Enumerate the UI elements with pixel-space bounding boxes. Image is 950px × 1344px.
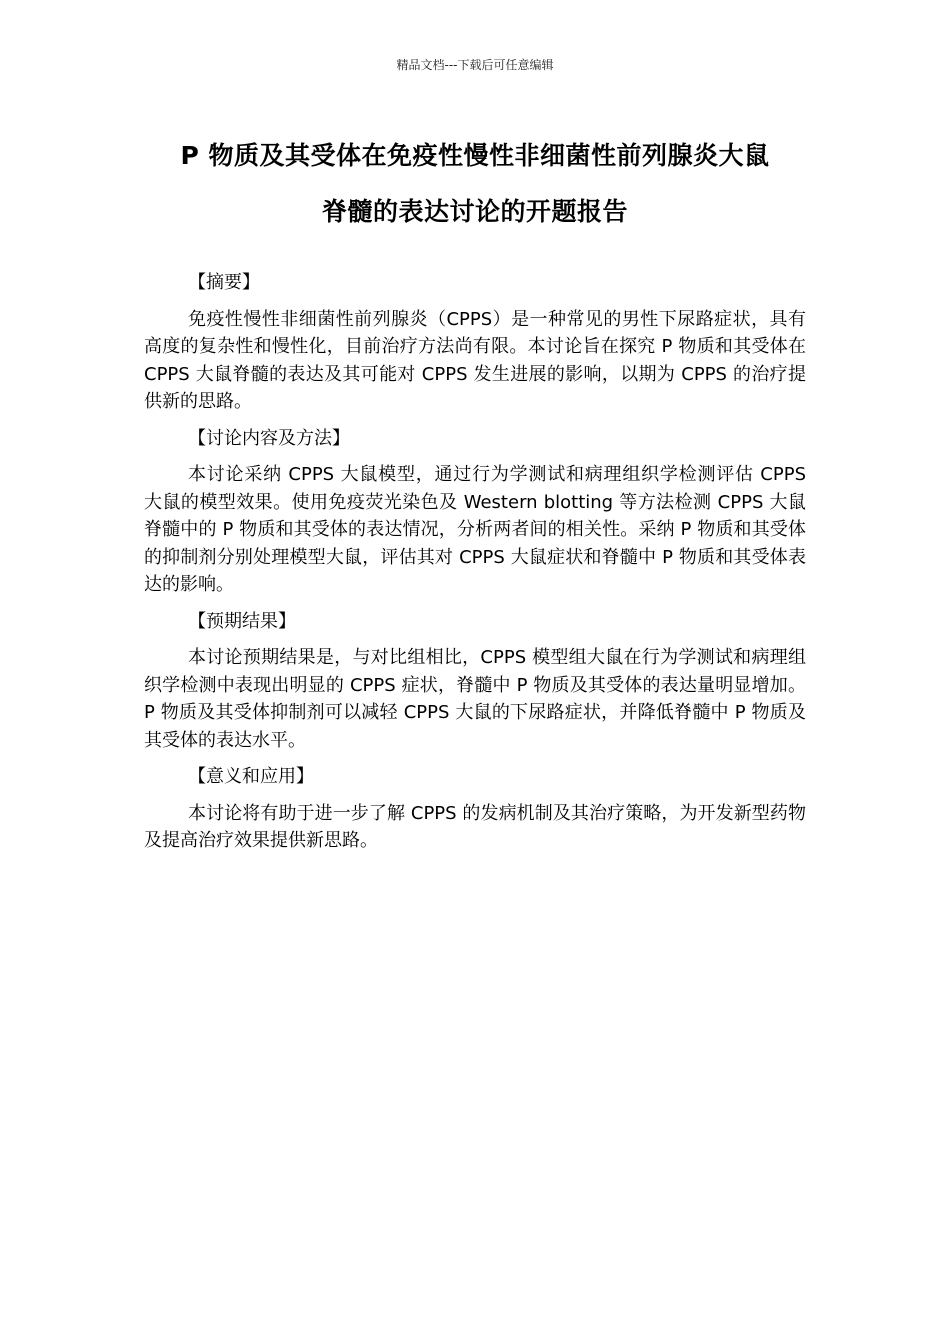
section-body-significance: 本讨论将有助于进一步了解 CPPS 的发病机制及其治疗策略，为开发新型药物及提高治疗效果提供新思路。 <box>144 802 806 851</box>
section-body-expected-results: 本讨论预期结果是，与对比组相比，CPPS 模型组大鼠在行为学测试和病理组织学检测中表现出明显的 CPPS 症状，脊髓中 P 物质及其受体的表达量明显增加。P 物质及其受体抑制剂可以减轻 CPPS 大鼠的下尿路症状，并降低脊髓中 P 物质及其受体的表达水平。 <box>144 647 806 751</box>
section-heading-methods: 【讨论内容及方法】 <box>188 427 350 449</box>
section-body-abstract: 免疫性慢性非细菌性前列腺炎（CPPS）是一种常见的男性下尿路症状，具有高度的复杂性和慢性化，目前治疗方法尚有限。本讨论旨在探究 P 物质和其受体在 CPPS 大鼠脊髓的表达及其可能对 CPPS 发生进展的影响，以期为 CPPS 的治疗提供新的思路。 <box>144 308 806 412</box>
title-line-2: 脊髓的表达讨论的开题报告 <box>321 197 628 226</box>
page-header: 精品文档---下载后可任意编辑 <box>396 58 554 72</box>
document-body <box>144 269 806 864</box>
section-heading-significance: 【意义和应用】 <box>188 766 314 787</box>
section-heading-expected-results: 【预期结果】 <box>188 610 296 632</box>
section-body-methods: 本讨论采纳 CPPS 大鼠模型，通过行为学测试和病理组织学检测评估 CPPS 大鼠的模型效果。使用免疫荧光染色及 Western blotting 等方法检测 CPPS 大鼠脊髓中的 P 物质和其受体的表达情况，分析两者间的相关性。采纳 P 物质和其受体的抑制剂分别处理模型大鼠，评估其对 CPPS 大鼠症状和脊髓中 P 物质和其受体表达的影响。 <box>144 464 806 595</box>
title-line-1: P 物质及其受体在免疫性慢性非细菌性前列腺炎大鼠 <box>180 141 770 170</box>
section-heading-abstract: 【摘要】 <box>188 272 260 293</box>
document-title <box>144 128 806 240</box>
